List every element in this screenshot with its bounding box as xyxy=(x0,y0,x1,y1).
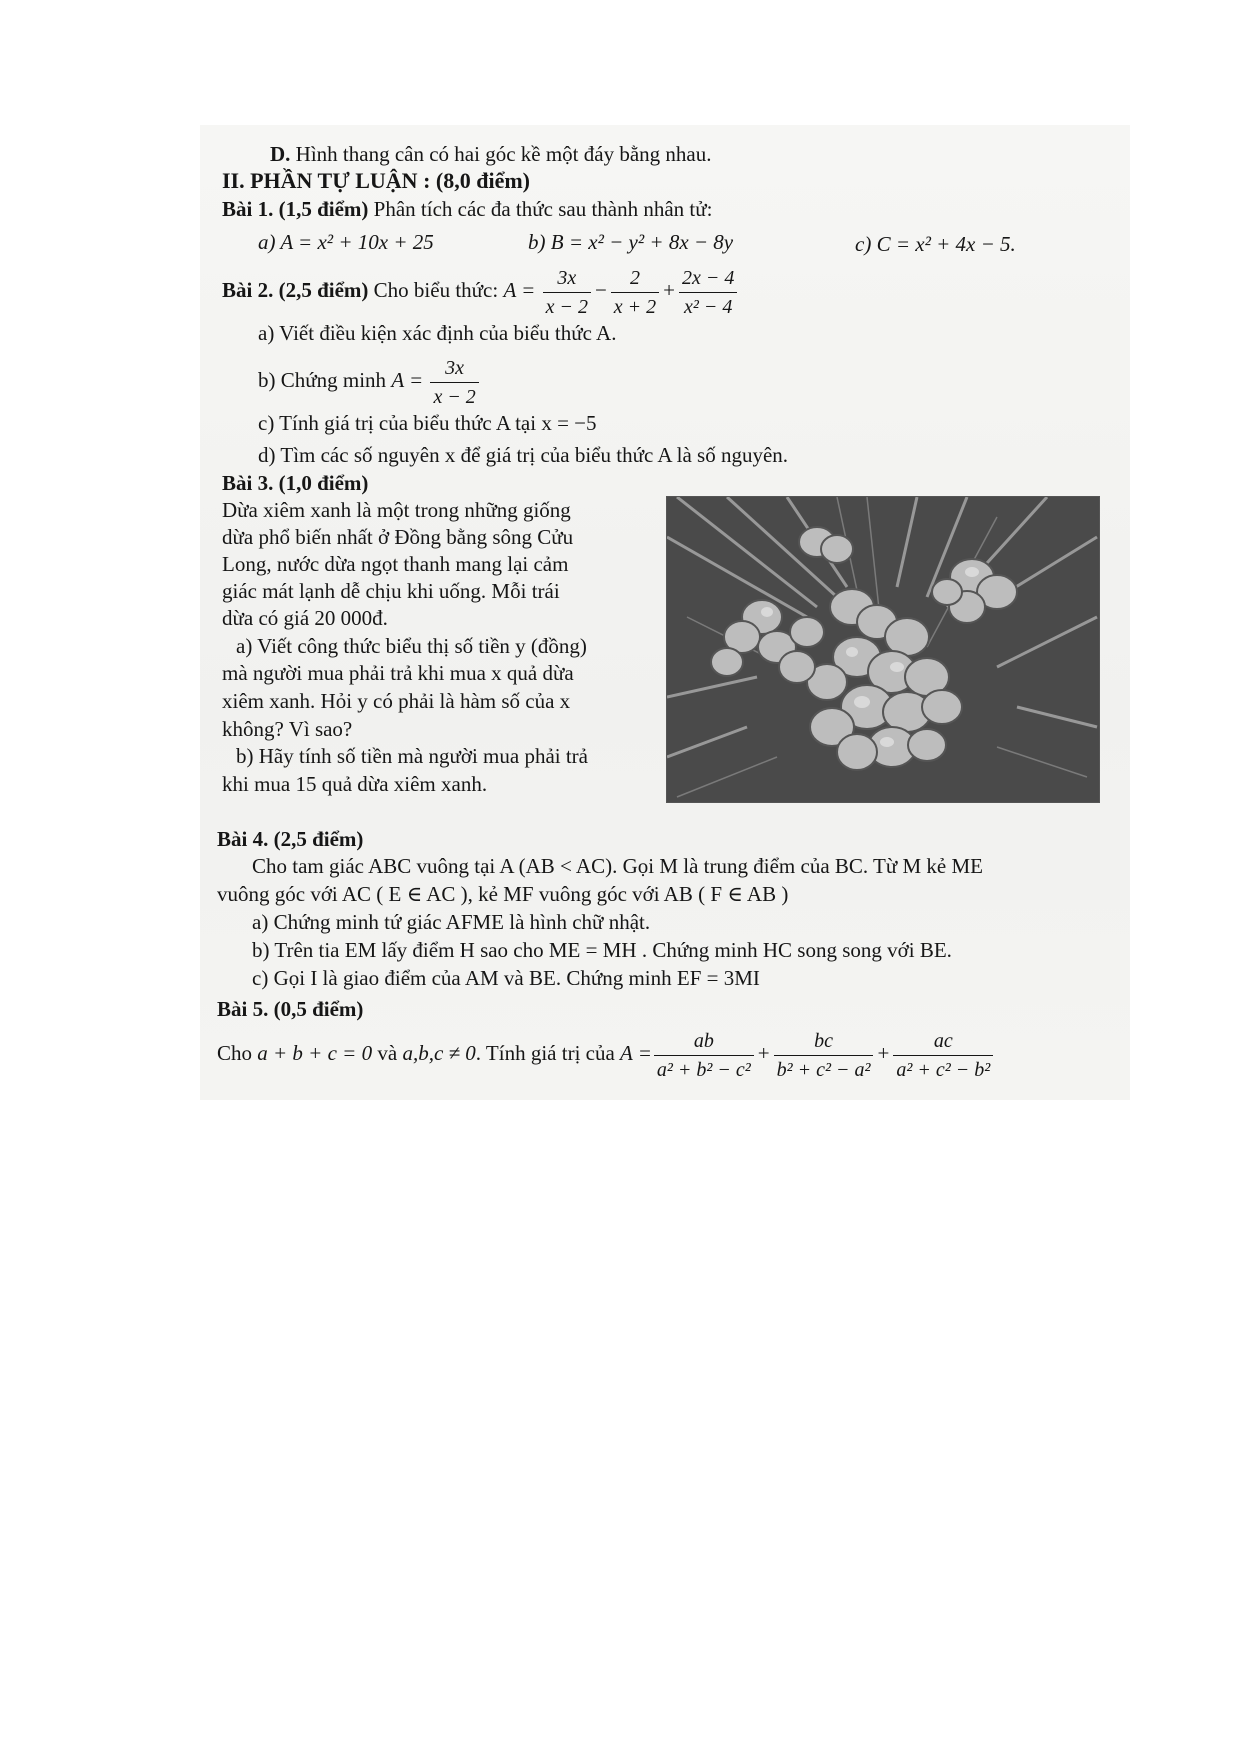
bai2-op-1: − xyxy=(594,278,607,302)
bai1-part-a: a) A = x² + 10x + 25 xyxy=(258,230,434,254)
bai2-op-2: + xyxy=(663,278,676,302)
bai2-f2-numerator: 2 xyxy=(611,267,659,293)
bai5-statement xyxy=(217,1025,995,1081)
option-d xyxy=(270,141,711,167)
bai2-f3-numerator: 2x − 4 xyxy=(679,267,737,293)
bai5-title: Bài 5. (0,5 điểm) xyxy=(217,997,364,1021)
bai5-pre: Cho xyxy=(217,1041,253,1065)
bai2-fraction-1 xyxy=(543,267,591,318)
bai2-f3-denominator: x² − 4 xyxy=(684,295,733,318)
bai2-f2-denominator: x + 2 xyxy=(613,295,657,318)
bai3-line: mà người mua phải trả khi mua x quả dừa xyxy=(222,661,574,685)
bai2-b-label: b) Chứng minh xyxy=(258,368,387,392)
bai3-line: b) Hãy tính số tiền mà người mua phải trả xyxy=(236,744,588,768)
bai5-fraction-2 xyxy=(774,1030,874,1081)
bai3-line: a) Viết công thức biểu thị số tiền y (đồng) xyxy=(236,634,587,658)
bai4-line-1: Cho tam giác ABC vuông tại A (AB < AC). Gọi M là trung điểm của BC. Từ M kẻ ME xyxy=(252,854,983,878)
bai5-cond-2: a,b,c ≠ 0 xyxy=(402,1041,476,1065)
bai2-f1-numerator: 3x xyxy=(543,267,591,293)
bai5-ask: . Tính giá trị của xyxy=(475,1041,615,1065)
bai3-line: dừa có giá 20 000đ. xyxy=(222,606,388,630)
bai5-fraction-3 xyxy=(893,1030,993,1081)
bai5-f3-denominator: a² + c² − b² xyxy=(896,1058,991,1081)
bai2-fraction-2 xyxy=(611,267,659,318)
coconut-photo xyxy=(666,496,1100,803)
bai1-title: Bài 1. (1,5 điểm) xyxy=(222,197,369,221)
bai2-intro: Cho biểu thức: xyxy=(373,278,499,302)
bai5-and: và xyxy=(377,1041,398,1065)
bai1-part-b: b) B = x² − y² + 8x − 8y xyxy=(528,230,734,254)
bai4-part-a: a) Chứng minh tứ giác AFME là hình chữ nhật. xyxy=(252,910,651,934)
bai3-line: dừa phổ biến nhất ở Đồng bằng sông Cửu xyxy=(222,525,574,549)
bai5-f3-numerator: ac xyxy=(893,1030,993,1056)
bai4-title: Bài 4. (2,5 điểm) xyxy=(217,827,364,851)
bai1-part-c: c) C = x² + 4x − 5. xyxy=(855,232,1016,256)
bai3-line: không? Vì sao? xyxy=(222,717,353,741)
bai2-b-lhs: A = xyxy=(391,368,424,392)
bai1-intro: Phân tích các đa thức sau thành nhân tử: xyxy=(373,197,713,221)
bai5-fraction-1 xyxy=(654,1030,754,1081)
section-heading: II. PHẦN TỰ LUẬN : (8,0 điểm) xyxy=(222,168,530,193)
bai5-f2-numerator: bc xyxy=(774,1030,874,1056)
bai5-cond-1: a + b + c = 0 xyxy=(257,1041,373,1065)
bai3-line: xiêm xanh. Hỏi y có phải là hàm số của x xyxy=(222,689,571,713)
bai2-part-b xyxy=(258,353,481,408)
option-d-text: Hình thang cân có hai góc kề một đáy bằng nhau. xyxy=(295,142,712,166)
bai4-line-2: vuông góc với AC ( E ∈ AC ), kẻ MF vuông góc với AB ( F ∈ AB ) xyxy=(217,882,789,906)
bai2-b-denominator: x − 2 xyxy=(433,385,476,408)
bai2-b-fraction xyxy=(430,357,478,408)
bai4-part-c: c) Gọi I là giao điểm của AM và BE. Chứng minh EF = 3MI xyxy=(252,966,760,990)
bai2-title: Bài 2. (2,5 điểm) xyxy=(222,278,369,302)
bai2-header xyxy=(222,263,739,318)
bai2-part-c: c) Tính giá trị của biểu thức A tại x = −5 xyxy=(258,411,597,435)
bai2-b-numerator: 3x xyxy=(430,357,478,383)
bai4-part-b: b) Trên tia EM lấy điểm H sao cho ME = MH . Chứng minh HC song song với BE. xyxy=(252,938,952,962)
bai3-line: khi mua 15 quả dừa xiêm xanh. xyxy=(222,772,488,796)
bai3-line: Dừa xiêm xanh là một trong những giống xyxy=(222,498,571,522)
option-d-label: D. xyxy=(270,142,291,166)
bai5-f1-numerator: ab xyxy=(654,1030,754,1056)
coconut-cluster-image xyxy=(667,497,1099,802)
bai3-line: giác mát lạnh dễ chịu khi uống. Mỗi trái xyxy=(222,579,560,603)
bai5-op-2: + xyxy=(877,1041,890,1065)
bai2-part-d: d) Tìm các số nguyên x để giá trị của biểu thức A là số nguyên. xyxy=(258,443,789,467)
bai3-title: Bài 3. (1,0 điểm) xyxy=(222,471,369,495)
bai5-f2-denominator: b² + c² − a² xyxy=(776,1058,871,1081)
bai2-lhs: A = xyxy=(503,278,536,302)
bai3-line: Long, nước dừa ngọt thanh mang lại cảm xyxy=(222,552,569,576)
bai5-op-1: + xyxy=(757,1041,770,1065)
bai5-lhs: A = xyxy=(620,1041,652,1065)
bai1-header xyxy=(222,196,713,222)
bai2-f1-denominator: x − 2 xyxy=(545,295,588,318)
bai2-part-a: a) Viết điều kiện xác định của biểu thức A. xyxy=(258,321,617,345)
bai2-fraction-3 xyxy=(679,267,737,318)
bai5-f1-denominator: a² + b² − c² xyxy=(656,1058,751,1081)
